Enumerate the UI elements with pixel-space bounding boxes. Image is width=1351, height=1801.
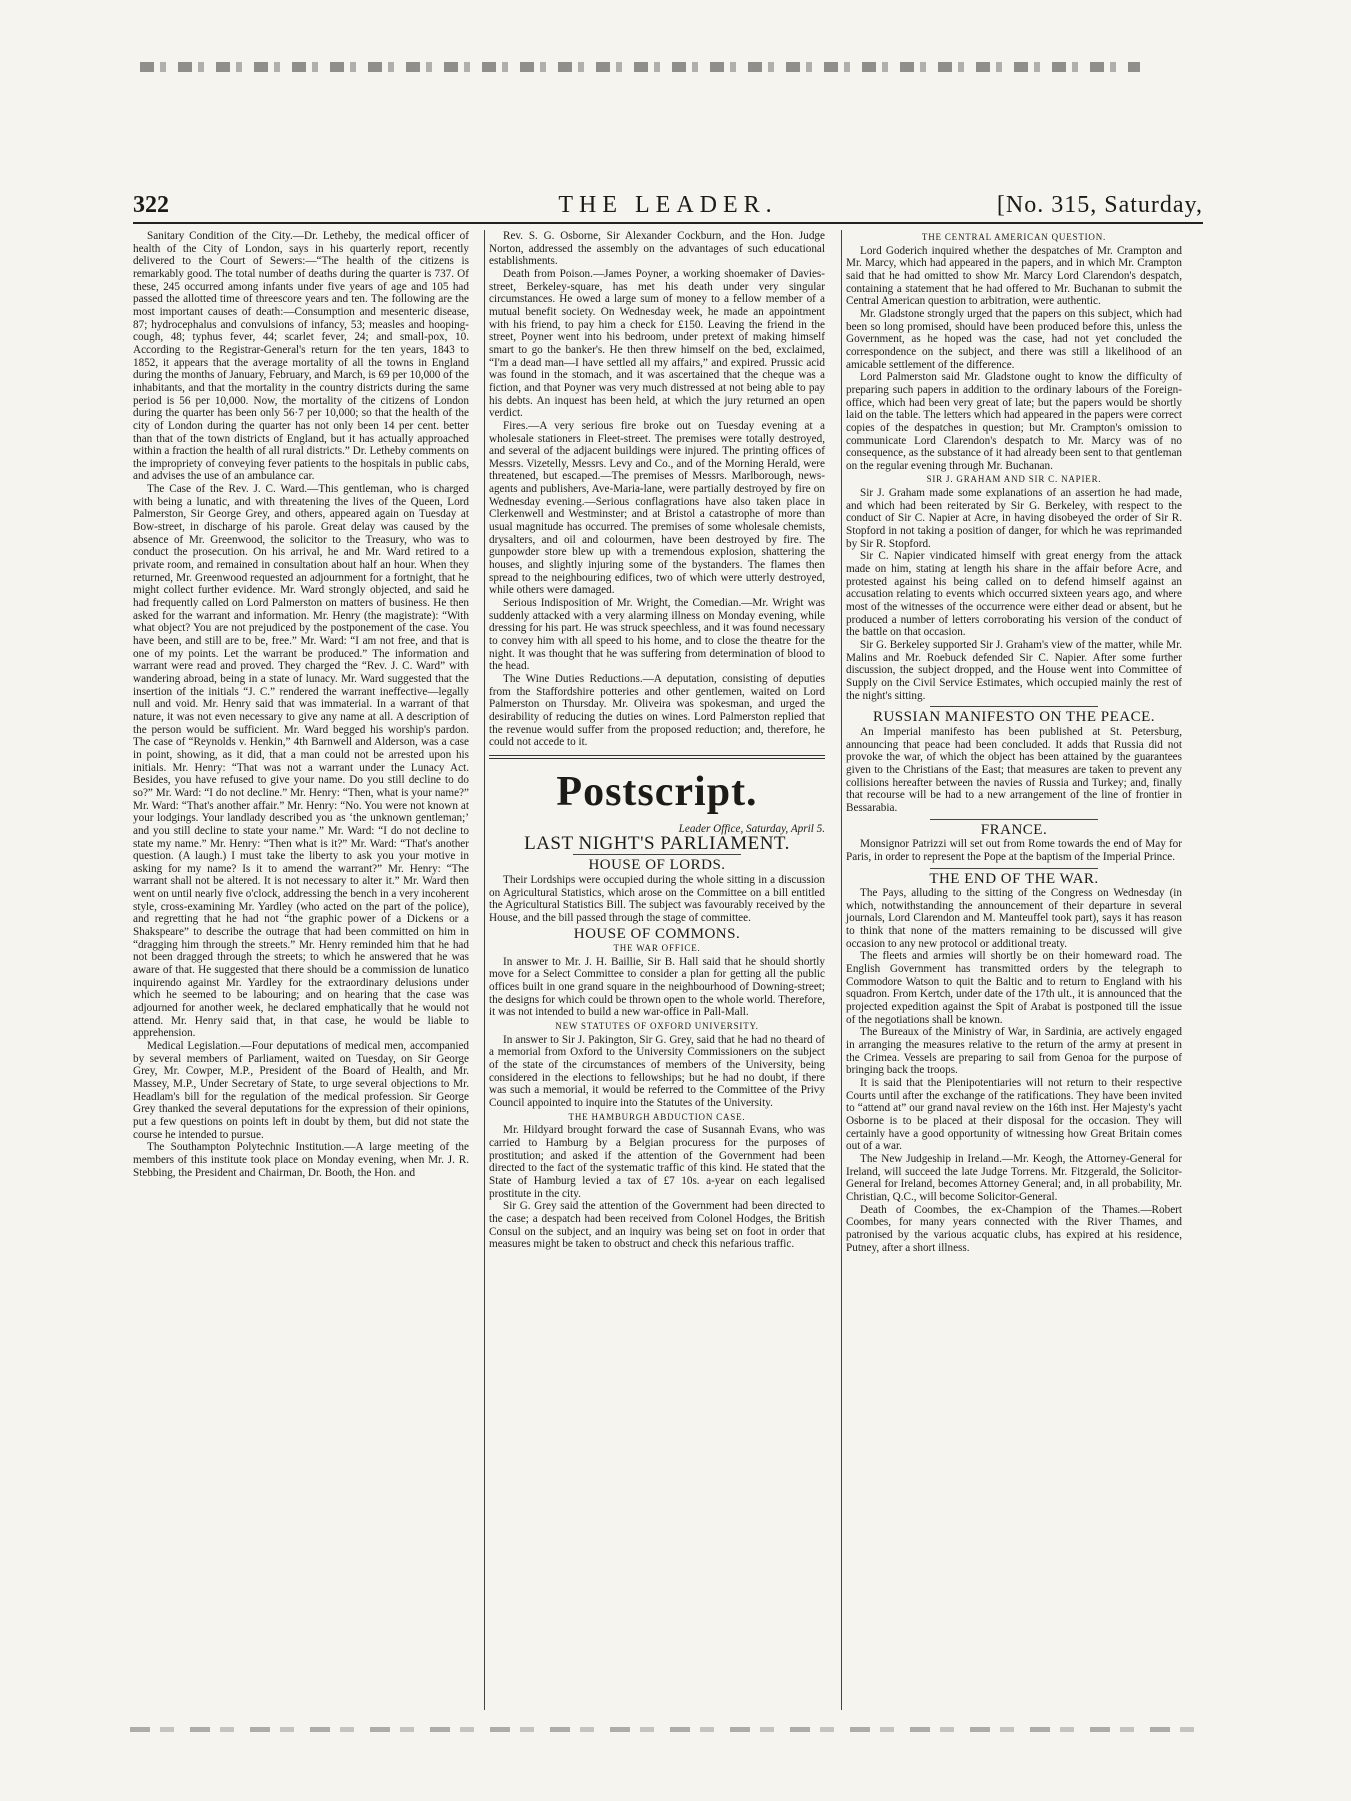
short-rule	[930, 868, 1098, 869]
end-of-war-p1: The Pays, alluding to the sitting of the Congress on Wednesday (in which, notwithstanding the announcement of their departure in several journals, Lord Clarendon and M. Manteuffel took part), says it has reason to think that none of the matters remaining to be discussed will give occasion to any new protocol or additional treaty.	[846, 887, 1182, 950]
central-american-p3: Lord Palmerston said Mr. Gladstone ought to know the difficulty of preparing such papers in addition to the ordinary labours of the Foreign-office, which had been very great of late; but the papers would be shortly laid on the table. The letters which had appeared in the papers were correct copies of the despatches in question; but Mr. Crampton's omission to communicate Lord Clarendon's despatch to Mr. Marcy was of no consequence, as the substance of it had already been sent to that gentleman on the regular evening through Mr. Buchanan.	[846, 371, 1182, 472]
oxford-statutes-subheading: NEW STATUTES OF OXFORD UNIVERSITY.	[555, 1021, 759, 1032]
hamburgh-case-subheading: THE HAMBURGH ABDUCTION CASE.	[568, 1111, 746, 1122]
column-rule	[841, 230, 842, 1710]
central-american-p2: Mr. Gladstone strongly urged that the papers on this subject, which had been so long promised, should have been produced before this, unless the Government, as he hoped was the case, had not yet concluded the correspondence on the subject, and there was still a likelihood of an amicable settlement of the difference.	[846, 307, 1182, 371]
column-left	[133, 230, 469, 1179]
issue-number: [No. 315, Saturday,	[996, 192, 1203, 218]
short-rule	[930, 819, 1098, 820]
column-right	[846, 230, 1182, 1254]
scan-artifact-top	[140, 62, 1140, 72]
article-medical-legislation: Medical Legislation.—Four deputations of medical men, accompanied by several members of Parliament, waited on Tuesday, on Sir George Grey, Mr. Cowper, M.P., President of the Board of Health, and Mr. Massey, M.P., Under Secretary of State, to urge several objections to Mr. Headlam's bill for the regulation of the medical profession. Sir George Grey thanked the several deputations for the expression of their opinions, put a few questions on points left in doubt by them, but did not state the course he intended to pursue.	[133, 1040, 469, 1141]
article-southampton: The Southampton Polytechnic Institution.—A large meeting of the members of this institute took place on Monday evening, when Mr. J. R. Stebbing, the President and Chairman, Dr. Booth, the Hon. and	[133, 1141, 469, 1179]
scan-artifact-bottom	[130, 1727, 1210, 1732]
article-southampton-cont: Rev. S. G. Osborne, Sir Alexander Cockburn, and the Hon. Judge Norton, addressed the assembly on the advantages of such educational establishments.	[489, 230, 825, 268]
postscript-title: Postscript.	[556, 768, 758, 815]
graham-napier-p1: Sir J. Graham made some explanations of an assertion he had made, and which had been reiterated by Sir G. Berkeley, with respect to the conduct of Sir C. Napier at Acre, in having disobeyed the order of Sir R. Stopford in not taking a position of danger, for which he was reprimanded by Sir R. Stopford.	[846, 487, 1182, 550]
lords-report: Their Lordships were occupied during the whole sitting in a discussion on Agricultural Statistics, which arose on the Committee on a bill entitled the Agricultural Statistics Bill. The subject was favourably received by the House, and the bill passed through the stage of committee.	[489, 873, 825, 924]
section-separator	[489, 755, 825, 759]
russian-manifesto-report: An Imperial manifesto has been published at St. Petersburg, announcing that peace had been concluded. It adds that Russia did not provoke the war, of which the object has been attained by the guarantees given to the Christians of the East; that measures are taken to prevent any collisions hereafter between the navies of Russia and Turkey; and, finally that recourse will be had to a new arrangement of the line of frontier in Bessarabia.	[846, 725, 1182, 814]
masthead-title: THE LEADER.	[558, 192, 778, 218]
page-header	[133, 192, 1203, 222]
hamburgh-report: Mr. Hildyard brought forward the case of Susannah Evans, who was carried to Hamburg by a Belgian procuress for the purposes of prostitution; and asked if the attention of the Government had been directed to the fact of the systematic traffic of this kind. He stated that the State of Hamburg levied a tax of £7 10s. a-year on each legalised prostitute in the city.	[489, 1124, 825, 1200]
france-heading: FRANCE.	[980, 821, 1048, 838]
graham-napier-p2: Sir C. Napier vindicated himself with great energy from the attack made on him, stating at length his share in the affair before Acre, and protested against his being called on to defend himself against an accusation relating to events which occurred sixteen years ago, and where most of the witnesses of the occurrence were either dead or absent, but he produced a number of letters corroborating his version of the conduct of the battle on that occasion.	[846, 550, 1182, 639]
end-of-war-heading: THE END OF THE WAR.	[929, 870, 1099, 887]
article-fires: Fires.—A very serious fire broke out on Tuesday evening at a wholesale stationers in Fleet-street. The premises were totally destroyed, and several of the adjacent buildings were injured. The printing offices of Messrs. Vizetelly, Messrs. Levy and Co., and of the Morning Herald, were threatened, but escaped.—The premises of Messrs. Marlborough, news-agents and publishers, Ave-Maria-lane, were partially destroyed by fire on Wednesday evening.—Serious conflagrations have also taken place in Clerkenwell and Westminster; and at Bristol a catastrophe of more than usual magnitude has occurred. The premises of some wholesale chemists, drysalters, and oil and colourmen, have been destroyed by fire. The gunpowder store blew up with a tremendous explosion, shattering the houses, and slightly injuring some of the bystanders. The flames then spread to the neighbouring edifices, two of which were utterly destroyed, while others were damaged.	[489, 419, 825, 597]
hamburgh-reply: Sir G. Grey said the attention of the Government had been directed to the case; a despatch had been received from Colonel Hodges, the British Consul on the subject, and an inquiry was being set on foot in order that measures might be taken to obstruct and check this nefarious traffic.	[489, 1200, 825, 1251]
graham-napier-p3: Sir G. Berkeley supported Sir J. Graham's view of the matter, while Mr. Malins and Mr. Roebuck defended Sir C. Napier. After some further discussion, the subject dropped, and the House went into Committee of Supply on the Civil Service Estimates, which occupied mainly the rest of the night's sitting.	[846, 639, 1182, 702]
header-rule	[133, 222, 1203, 224]
house-of-commons-heading: HOUSE OF COMMONS.	[573, 925, 741, 942]
central-american-p1: Lord Goderich inquired whether the despatches of Mr. Crampton and Mr. Marcy, which had appeared in the papers, and in which Mr. Crampton said that he had omitted to show Mr. Marcy Lord Clarendon's despatch, containing a statement that he had offered to Mr. Buchanan to submit the Central American question to arbitration, were authentic.	[846, 244, 1182, 308]
article-wine-duties: The Wine Duties Reductions.—A deputation, consisting of deputies from the Staffordshire potteries and other gentlemen, waited on Lord Palmerston on Thursday. Mr. Oliveira was spokesman, and urged the desirability of reducing the duties on wines. Lord Palmerston replied that the revenue would suffer from the proposed reduction; and, therefore, he could not accede to it.	[489, 672, 825, 749]
short-rule	[573, 854, 741, 855]
article-ward-case: The Case of the Rev. J. C. Ward.—This gentleman, who is charged with being a lunatic, and with threatening the lives of the Queen, Lord Palmerston, Sir George Grey, and others, appeared again on Tuesday at Bow-street, in discharge of his parole. Great delay was caused by the absence of Mr. Greenwood, the solicitor to the Treasury, who was to conduct the prosecution. On his arrival, he and Mr. Ward retired to a private room, and remained in consultation about half an hour. When they returned, Mr. Greenwood requested an adjournment for a fortnight, that he might collect further evidence. Mr. Ward strongly objected, and said he had frequently called on Lord Palmerston on matters of business. He then asked for the warrant and information. Mr. Henry (the magistrate): “With what object? You are not prejudiced by the postponement of the case. You have been, and still are to be, free.” Mr. Ward: “I am not free, and that is one of my points. Let the warrant be produced.” The information and warrant were read and proved. They charged the “Rev. J. C. Ward” with wandering abroad, being in a state of lunacy. Mr. Ward suggested that the insertion of the initials “J. C.” rendered the warrant ineffective—legally null and void. Mr. Henry said that was immaterial. In a warrant of that nature, it was not even necessary to give any name at all. A description of the person would be sufficient. Mr. Ward begged his worship's pardon. The case of “Reynolds v. Henkin,” 4th Barnwell and Alderson, was a case in point, showing, as it did, that a man could not be arrested upon his initials. Mr. Henry: “That was not a warrant under the Lunacy Act. Besides, you have refused to give your name. Do you still decline to do so?” Mr. Ward: “I do not decline.” Mr. Henry: “Then, what is your name?” Mr. Ward: “That's another affair.” Mr. Henry: “No. You were not known at your lodgings. Your landlady described you as ‘the unknown gentleman;’ and you still decline to state your name.” Mr. Ward: “I do not decline to state my name.” Mr. Henry: “Then what is it?” Mr. Ward: “That's another question. (A laugh.) I must take the liberty to ask you your motive in asking for my name? Is it to amend the warrant?” Mr. Henry: “The warrant shall not be altered. It is not necessary to alter it.” Mr. Ward then went on until nearly five o'clock, addressing the bench in a very incoherent style, cross-examining Mr. Yardley (who acted on the part of the police), and regretting that he had not “the graphic power of a Dickens or a Shakspeare” to describe the outrage that had been committed on him in “dragging him through the streets.” Mr. Henry reminded him that he had not been dragged through the streets; to which he answered that he was aware of that. He suggested that there should be a commission de lunatico inquirendo against Mr. Yardley for the extraordinary delusions under which he seemed to be labouring; and on hearing that the case was adjourned for another week, he declared emphatically that he would not attend. Mr. Henry said that, in that case, he would be liable to apprehension.	[133, 483, 469, 1040]
short-rule	[930, 706, 1098, 707]
article-sanitary: Sanitary Condition of the City.—Dr. Letheby, the medical officer of health of the City of London, says in his quarterly report, recently delivered to the Court of Sewers:—“The health of the citizens is remarkably good. The total number of deaths during the quarter is 737. Of these, 245 occurred among infants under five years of age and 105 had passed the allotted time of threescore years and ten. The following are the most important causes of death:—Consumption and mesenteric disease, 87; hydrocephalus and convulsions of infancy, 53; measles and hooping-cough, 48; typhus fever, 44; scarlet fever, 24; and small-pox, 10. According to the Registrar-General's return for the ten years, 1843 to 1852, it appears that the average mortality of all the towns in England during the months of January, February, and March, is 69 per 10,000 of the inhabitants, and that the mortality in the country districts during the same period is 56 per 10,000. Now, the mortality of the citizens of London during the quarter has been only 56·7 per 10,000; so that the health of the city of London during the quarter has not only been 14 per cent. better than that of the town districts of England, but it has actually approached within a fraction the health of all rural districts.” Dr. Letheby comments on the impropriety of conveying fever patients to the hospitals in public cabs, and advises the use of an ambulance car.	[133, 230, 469, 483]
office-dateline: Leader Office, Saturday, April 5.	[678, 822, 825, 835]
end-of-war-p2: The fleets and armies will shortly be on their homeward road. The English Government has transmitted orders by the telegraph to Commodore Watson to quit the Baltic and to return to England with his squadron. From Kertch, under date of the 17th ult., it is announced that the projected expedition against the Spit of Arabat is postponed till the issue of the negotiations shall be known.	[846, 950, 1182, 1026]
france-report: Monsignor Patrizzi will set out from Rome towards the end of May for Paris, in order to represent the Pope at the baptism of the Imperial Prince.	[846, 838, 1182, 863]
central-american-subheading: THE CENTRAL AMERICAN QUESTION.	[921, 232, 1107, 242]
column-middle	[489, 230, 825, 1251]
article-coombes-death: Death of Coombes, the ex-Champion of the Thames.—Robert Coombes, for many years connected with the River Thames, and patronised by the various acquatic clubs, has expired at his residence, Putney, after a short illness.	[846, 1203, 1182, 1254]
russian-manifesto-heading: RUSSIAN MANIFESTO ON THE PEACE.	[872, 709, 1156, 726]
graham-napier-subheading: SIR J. GRAHAM AND SIR C. NAPIER.	[926, 474, 1102, 485]
end-of-war-p3: The Bureaux of the Ministry of War, in Sardinia, are actively engaged in arranging the measures relative to the return of the army at present in the Crimea. Vessels are preparing to sail from Genoa for the purpose of bringing back the troops.	[846, 1026, 1182, 1077]
oxford-statutes-report: In answer to Sir J. Pakington, Sir G. Grey, said that he had no theard of a memorial from Oxford to the University Commissioners on the subject of the state of the circumstances of members of the University, being considered in the elections to fellowships; but he had no doubt, if there was such a memorial, it would be referred to the Committee of the Privy Council appointed to inquire into the Statutes of the University.	[489, 1033, 825, 1110]
house-of-lords-heading: HOUSE OF LORDS.	[588, 857, 726, 874]
page-number: 322	[133, 192, 169, 218]
last-nights-parliament-heading: LAST NIGHT'S PARLIAMENT.	[524, 832, 790, 854]
article-wright: Serious Indisposition of Mr. Wright, the Comedian.—Mr. Wright was suddenly attacked with a very alarming illness on Monday evening, while dressing for his part. He was struck speechless, and it was found necessary to convey him with all speed to his home, and to close the theatre for the night. It was thought that he was suffering from determination of blood to the head.	[489, 597, 825, 673]
war-office-subheading: THE WAR OFFICE.	[613, 943, 701, 954]
column-rule	[484, 230, 485, 1710]
war-office-report: In answer to Mr. J. H. Baillie, Sir B. Hall said that he should shortly move for a Select Committee to consider a plan for getting all the public offices built in one grand square in the neighbourhood of Downing-street; the designs for which could be thrown open to the whole world. Therefore, it was not intended to build a new war-office in Pall-Mall.	[489, 955, 825, 1019]
end-of-war-p4: It is said that the Plenipotentiaries will not return to their respective Courts until after the exchange of the ratifications. They have been invited to “attend at” our grand naval review on the 16th inst. Her Majesty's yacht Osborne is to be placed at their disposal for the occasion. They will certainly have a good opportunity of witnessing how Great Britain comes out of a war.	[846, 1077, 1182, 1153]
article-new-judgeship: The New Judgeship in Ireland.—Mr. Keogh, the Attorney-General for Ireland, will succeed the late Judge Torrens. Mr. Fitzgerald, the Solicitor-General for Ireland, becomes Attorney General; and, in all probability, Mr. Christian, Q.C., will become Solicitor-General.	[846, 1152, 1182, 1203]
article-poison: Death from Poison.—James Poyner, a working shoemaker of Davies-street, Berkeley-square, has met his death under very singular circumstances. He owed a large sum of money to a fellow member of a mutual benefit society. On Wednesday week, he made an appointment with his friend, to pay him a check for £150. Leaving the friend in the street, Poyner went into his bedroom, under pretext of making himself smart to go the banker's. He then threw himself on the bed, exclaimed, “I'm a dead man—I have settled all my affairs,” and expired. Prussic acid was found in the stomach, and it was ascertained that the cheque was a fiction, and that Poyner was very much distressed at not being able to pay his debts. An inquest has been held, at which the jury returned an open verdict.	[489, 267, 825, 420]
